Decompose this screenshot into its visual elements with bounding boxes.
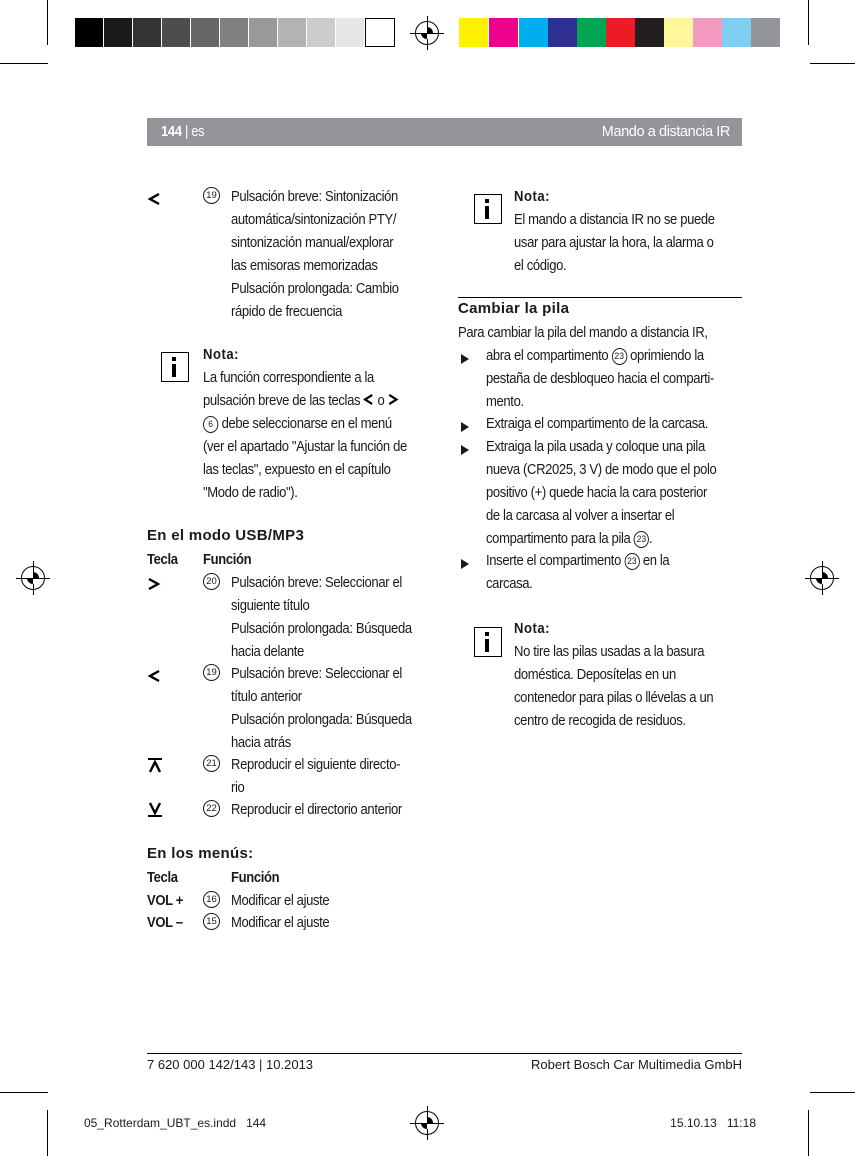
- usb-row-text: Reproducir el directorio anterior: [231, 802, 402, 818]
- note-1: Nota: La función correspondiente a la pulsación breve de las teclas o 6 debe seleccionarse en el menú (ver el apartado "Ajustar la función de las teclas", expuesto en el capítulo "Modo de radio").: [203, 347, 407, 501]
- registration-mark-icon: [415, 21, 439, 45]
- crop-mark: [808, 1110, 809, 1156]
- swatch: [104, 18, 132, 47]
- usb-col-key: Tecla: [147, 552, 178, 568]
- usb-row-text: Pulsación breve: Seleccionar el título anterior Pulsación prolongada: Búsqueda hacia atrás: [231, 666, 412, 751]
- crop-mark: [0, 1092, 48, 1093]
- registration-mark-icon: [21, 566, 45, 590]
- crop-mark: [0, 63, 48, 64]
- first-entry-number: 19: [203, 186, 220, 204]
- footer-rule: [147, 1053, 742, 1054]
- chevron-right-icon: [388, 393, 399, 406]
- usb-heading: En el modo USB/MP3: [147, 527, 305, 544]
- page-header-bar: [147, 118, 742, 146]
- swatch: [722, 18, 751, 47]
- menus-col-key: Tecla: [147, 870, 178, 886]
- crop-mark: [810, 63, 855, 64]
- chevron-right-icon: [147, 577, 161, 591]
- info-icon: [474, 194, 502, 224]
- registration-mark-icon: [415, 1111, 439, 1135]
- divider: [458, 297, 742, 298]
- crop-mark: [810, 1092, 855, 1093]
- menus-row-text: Modificar el ajuste: [231, 915, 330, 931]
- crop-mark: [808, 0, 809, 45]
- swatch: [664, 18, 693, 47]
- menus-row-number: 16: [203, 890, 220, 908]
- usb-row-text: Pulsación breve: Seleccionar el siguiente título Pulsación prolongada: Búsqueda hacia delante: [231, 575, 412, 660]
- section-title: Mando a distancia IR: [601, 124, 730, 140]
- bullet-triangle-icon: [461, 556, 469, 574]
- menus-row-key: VOL –: [147, 915, 183, 931]
- footer-doc-number: 7 620 000 142/143 | 10.2013: [147, 1057, 314, 1072]
- page-number: 144 | es: [161, 124, 205, 140]
- battery-heading: Cambiar la pila: [458, 300, 570, 317]
- swatch: [635, 18, 664, 47]
- swatch: [751, 18, 780, 47]
- folder-down-icon: [147, 802, 163, 818]
- battery-intro: Para cambiar la pila del mando a distancia IR,: [458, 325, 708, 341]
- footer-company: Robert Bosch Car Multimedia GmbH: [531, 1057, 742, 1072]
- swatch: [489, 18, 518, 47]
- bullet-triangle-icon: [461, 419, 469, 437]
- bullet-triangle-icon: [461, 442, 469, 460]
- usb-row-number: 22: [203, 799, 220, 817]
- swatch: [577, 18, 606, 47]
- swatch: [519, 18, 548, 47]
- swatch: [249, 18, 277, 47]
- usb-row-number: 21: [203, 754, 220, 772]
- swatch: [548, 18, 577, 47]
- menus-row-text: Modificar el ajuste: [231, 893, 330, 909]
- swatch: [336, 18, 364, 47]
- menus-col-func: Función: [231, 870, 280, 886]
- usb-row-text: Reproducir el siguiente directo- rio: [231, 757, 401, 796]
- menus-row-key: VOL +: [147, 893, 184, 909]
- usb-col-func: Función: [203, 552, 252, 568]
- swatch: [606, 18, 635, 47]
- crop-mark: [47, 0, 48, 45]
- swatch: [162, 18, 190, 47]
- swatch: [365, 18, 395, 47]
- slug-filename: 05_Rotterdam_UBT_es.indd 144: [84, 1116, 267, 1130]
- usb-row-number: 19: [203, 663, 220, 681]
- chevron-left-icon: [147, 192, 161, 206]
- menus-heading: En los menús:: [147, 845, 254, 862]
- folder-up-icon: [147, 757, 163, 773]
- battery-step-3: Extraiga la pila usada y coloque una pila nueva (CR2025, 3 V) de modo que el polo positivo (+) quede hacia la cara posterior de la carcasa al volver a insertar el compartimento para la pila 23 .: [486, 439, 717, 547]
- swatch: [133, 18, 161, 47]
- note-3: Nota: No tire las pilas usadas a la basura doméstica. Deposítelas en un contenedor para pilas o llévelas a un centro de recogida de residuos.: [514, 621, 714, 729]
- swatch: [693, 18, 722, 47]
- swatch: [220, 18, 248, 47]
- crop-mark: [47, 1110, 48, 1156]
- battery-step-4: Inserte el compartimento 23 en la carcasa.: [486, 553, 670, 592]
- battery-step-1: abra el compartimento 23 oprimiendo la pestaña de desbloqueo hacia el comparti- mento.: [486, 348, 714, 410]
- slug-date: 15.10.13 11:18: [670, 1116, 756, 1130]
- swatch: [75, 18, 103, 47]
- bullet-triangle-icon: [461, 351, 469, 369]
- info-icon: [161, 352, 189, 382]
- chevron-left-icon: [147, 669, 161, 683]
- first-entry-text: Pulsación breve: Sintonización automática/sintonización PTY/ sintonización manual/explorar las emisoras memorizadas Pulsación prolongada: Cambio rápido de frecuencia: [231, 189, 399, 320]
- info-icon: [474, 627, 502, 657]
- usb-row-number: 20: [203, 572, 220, 590]
- battery-step-2: Extraiga el compartimento de la carcasa.: [486, 416, 709, 432]
- note-2: Nota: El mando a distancia IR no se puede usar para ajustar la hora, la alarma o el código.: [514, 189, 715, 274]
- swatch: [191, 18, 219, 47]
- menus-row-number: 15: [203, 912, 220, 930]
- swatch: [278, 18, 306, 47]
- swatch: [307, 18, 335, 47]
- chevron-left-icon: [363, 393, 374, 406]
- swatch: [459, 18, 488, 47]
- registration-mark-icon: [810, 566, 834, 590]
